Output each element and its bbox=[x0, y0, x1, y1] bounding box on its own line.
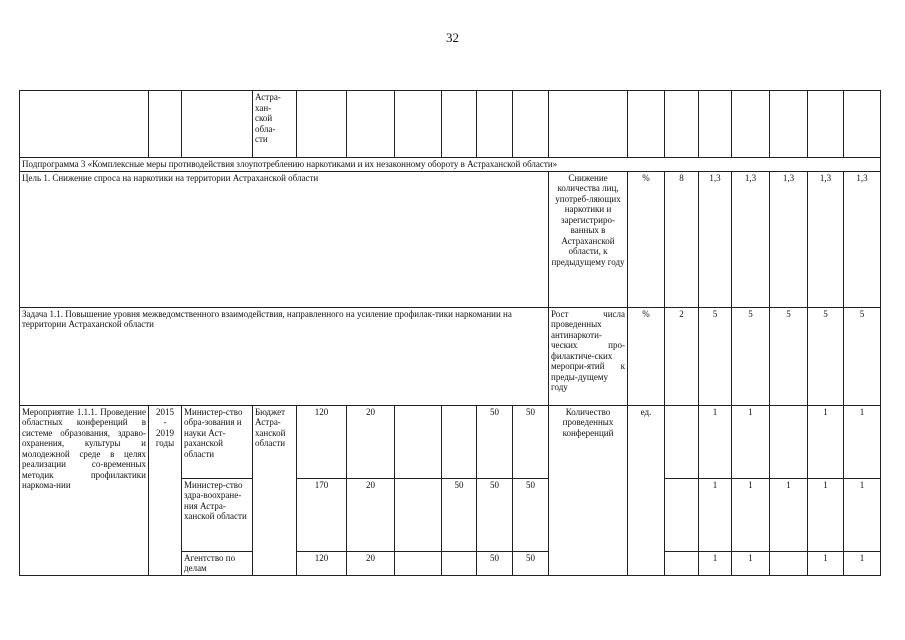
target-cell: 1 bbox=[808, 551, 844, 575]
cell bbox=[699, 91, 732, 158]
cell bbox=[442, 91, 477, 158]
target-cell: 1 bbox=[844, 405, 881, 478]
target-cell bbox=[770, 551, 808, 575]
task-text: Задача 1.1. Повышение уровня межведомственного взаимодействия, направленного на усиление профилак-тики наркомании на территории Астраханской области bbox=[20, 307, 549, 405]
target-cell: 1 bbox=[732, 551, 770, 575]
amount-cell bbox=[442, 405, 477, 478]
target-cell: 1 bbox=[770, 478, 808, 551]
amount-cell: 50 bbox=[442, 478, 477, 551]
cell bbox=[844, 91, 881, 158]
goal-value: 1,3 bbox=[732, 171, 770, 307]
measure-period: 2015 - 2019 годы bbox=[149, 405, 182, 575]
amount-cell: 50 bbox=[477, 405, 513, 478]
cell bbox=[477, 91, 513, 158]
goal-value: 1,3 bbox=[699, 171, 732, 307]
cell bbox=[182, 91, 253, 158]
amount-cell: 50 bbox=[513, 478, 549, 551]
task-value: 5 bbox=[808, 307, 844, 405]
cell bbox=[395, 91, 442, 158]
goal-indicator: Снижение количества лиц, употреб-ляющих наркотики и зарегистриро-ванных в Астраханской области, к предыдущему году bbox=[549, 171, 628, 307]
subprogram-title: Подпрограмма 3 «Комплексные меры противодействия злоупотреблению наркотиками и их незаконному обороту в Астраханской области» bbox=[20, 158, 881, 172]
cell bbox=[149, 91, 182, 158]
task-value: 5 bbox=[844, 307, 881, 405]
target-cell bbox=[770, 405, 808, 478]
cell bbox=[770, 91, 808, 158]
target-cell: 1 bbox=[699, 478, 732, 551]
cell bbox=[808, 91, 844, 158]
cell bbox=[513, 91, 549, 158]
amount-cell bbox=[395, 405, 442, 478]
goal-value: 8 bbox=[665, 171, 699, 307]
amount-cell bbox=[442, 551, 477, 575]
goal-text: Цель 1. Снижение спроса на наркотики на территории Астраханской области bbox=[20, 171, 549, 307]
amount-cell: 120 bbox=[297, 551, 347, 575]
cell bbox=[628, 91, 665, 158]
amount-cell bbox=[395, 551, 442, 575]
goal-row bbox=[20, 171, 881, 307]
task-value: 2 bbox=[665, 307, 699, 405]
goal-unit: % bbox=[628, 171, 665, 307]
funding-source: Бюджет Астра-ханской области bbox=[253, 405, 297, 575]
cell bbox=[20, 91, 149, 158]
amount-cell: 50 bbox=[513, 551, 549, 575]
target-cell: 1 bbox=[844, 551, 881, 575]
target-cell bbox=[665, 478, 699, 551]
target-cell: 1 bbox=[699, 405, 732, 478]
target-cell: 1 bbox=[732, 405, 770, 478]
cell bbox=[732, 91, 770, 158]
measure-indicator: Количество проведенных конференций bbox=[549, 405, 628, 575]
amount-cell bbox=[395, 478, 442, 551]
measure-unit: ед. bbox=[628, 405, 665, 575]
cell bbox=[347, 91, 395, 158]
measure-name: Мероприятие 1.1.1. Проведение областных конференций в системе образования, здраво-охранения, культуры и молодежной среде в целях реализации со-временных методик профилактики наркома-нии bbox=[20, 405, 149, 575]
amount-cell: 120 bbox=[297, 405, 347, 478]
amount-cell: 50 bbox=[513, 405, 549, 478]
measure-row bbox=[20, 405, 881, 478]
goal-value: 1,3 bbox=[808, 171, 844, 307]
executor-cell: Министер-ство обра-зования и науки Аст-раханской области bbox=[182, 405, 253, 478]
cell bbox=[665, 91, 699, 158]
target-cell: 1 bbox=[732, 478, 770, 551]
task-indicator: Рост числа проведенных антинаркоти-ческих про-филактиче-ских меропри-ятий к преды-дущему году bbox=[549, 307, 628, 405]
program-table bbox=[19, 90, 881, 576]
task-value: 5 bbox=[699, 307, 732, 405]
amount-cell: 20 bbox=[347, 551, 395, 575]
goal-value: 1,3 bbox=[770, 171, 808, 307]
continuation-row bbox=[20, 91, 881, 158]
amount-cell: 50 bbox=[477, 478, 513, 551]
amount-cell: 50 bbox=[477, 551, 513, 575]
target-cell bbox=[665, 551, 699, 575]
amount-cell: 20 bbox=[347, 478, 395, 551]
amount-cell: 20 bbox=[347, 405, 395, 478]
cell bbox=[297, 91, 347, 158]
region-cell: Астра- хан- ской обла- сти bbox=[253, 91, 297, 158]
task-value: 5 bbox=[770, 307, 808, 405]
subprogram-row bbox=[20, 158, 881, 172]
task-value: 5 bbox=[732, 307, 770, 405]
executor-cell: Агентство по делам bbox=[182, 551, 253, 575]
goal-value: 1,3 bbox=[844, 171, 881, 307]
target-cell: 1 bbox=[699, 551, 732, 575]
target-cell bbox=[665, 405, 699, 478]
target-cell: 1 bbox=[808, 405, 844, 478]
page-number: 32 bbox=[446, 30, 459, 45]
task-unit: % bbox=[628, 307, 665, 405]
task-row bbox=[20, 307, 881, 405]
target-cell: 1 bbox=[844, 478, 881, 551]
executor-cell: Министер-ство здра-воохране-ния Астра-ханской области bbox=[182, 478, 253, 551]
amount-cell: 170 bbox=[297, 478, 347, 551]
cell bbox=[549, 91, 628, 158]
target-cell: 1 bbox=[808, 478, 844, 551]
